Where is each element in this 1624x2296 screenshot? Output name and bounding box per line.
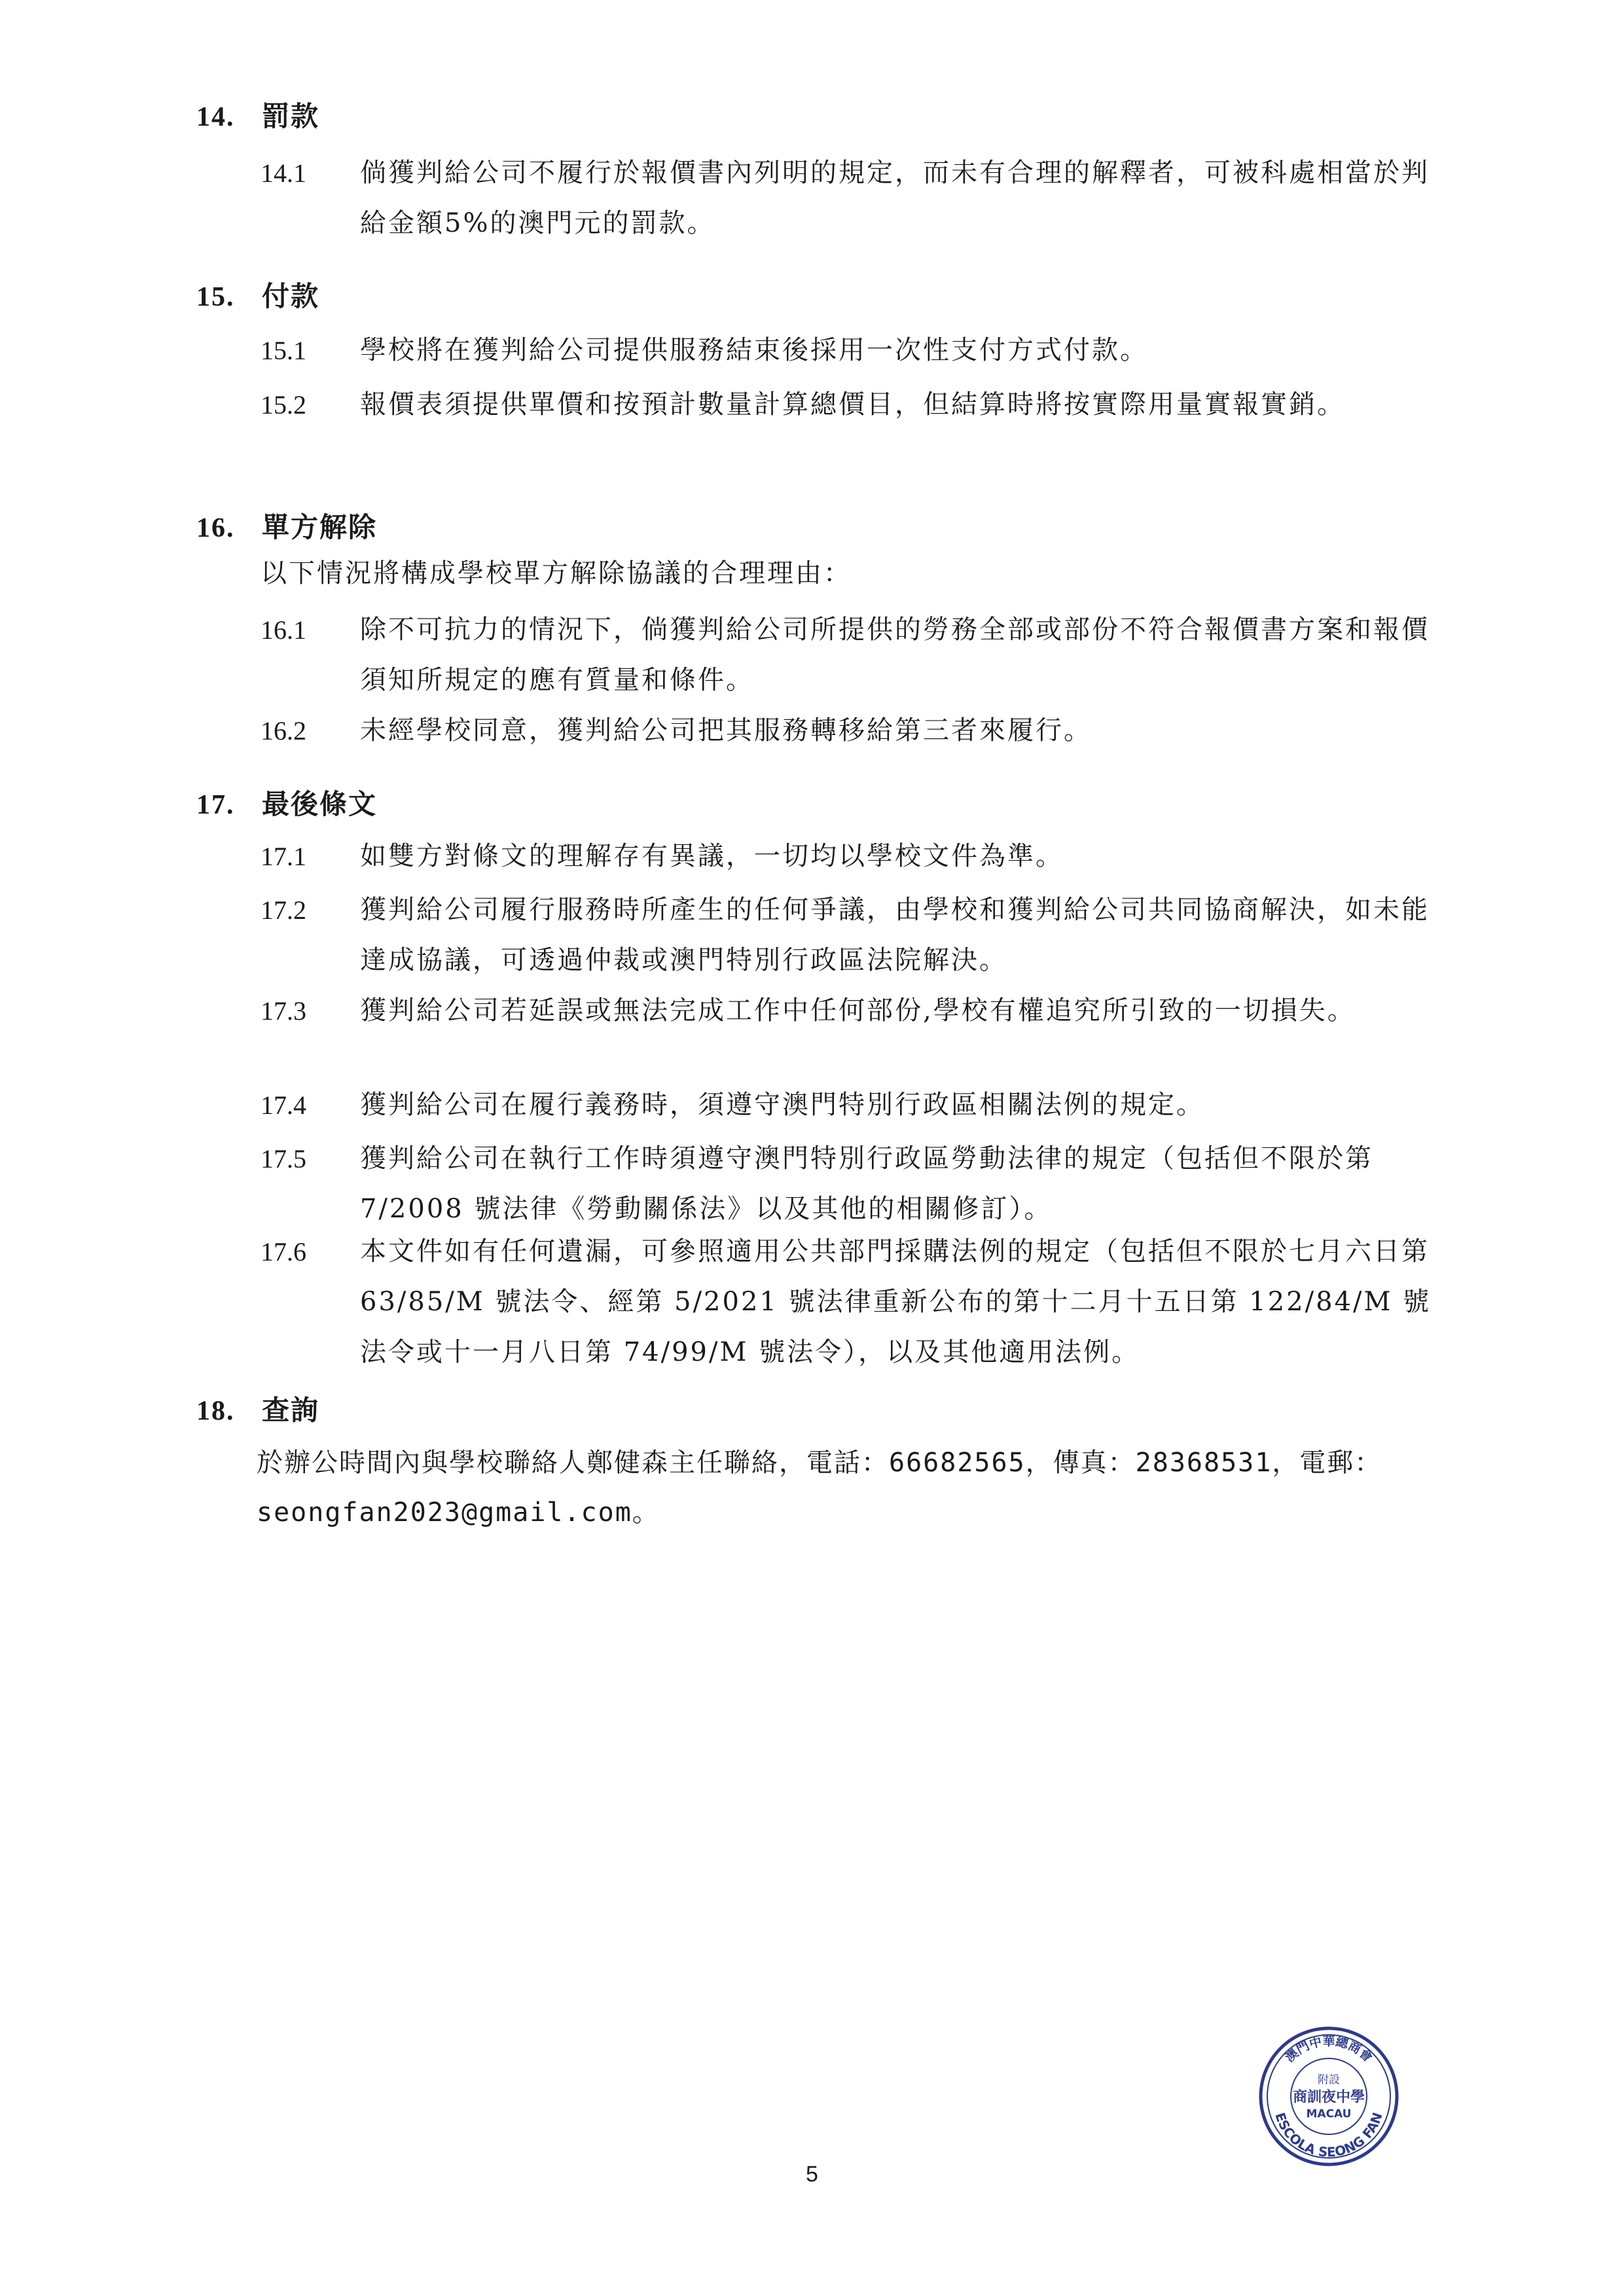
clause-number: 17.3 xyxy=(261,996,306,1026)
section-14-number: 14. xyxy=(196,102,235,132)
clause-text: 獲判給公司履行服務時所產生的任何爭議，由學校和獲判給公司共同協商解決，如未能達成協議，可透過仲裁或澳門特別行政區法院解決。 xyxy=(360,895,1430,975)
clause-number: 17.2 xyxy=(261,895,306,925)
clause-14-1 xyxy=(261,148,1447,249)
section-15-number: 15. xyxy=(196,282,235,312)
clause-number: 15.1 xyxy=(261,336,306,365)
clause-number: 17.5 xyxy=(261,1144,306,1174)
section-18-heading xyxy=(196,1389,319,1428)
clause-17-6 xyxy=(261,1227,1447,1378)
clause-15-2 xyxy=(261,380,1447,430)
clause-16-1 xyxy=(261,605,1447,706)
clause-number: 14.1 xyxy=(261,158,306,188)
clause-number: 17.1 xyxy=(261,842,306,871)
clause-16-2 xyxy=(261,706,1447,756)
section-17-title: 最後條文 xyxy=(262,788,378,820)
section-16-heading xyxy=(196,506,377,545)
clause-number: 17.4 xyxy=(261,1090,306,1120)
contact-info: 於辦公時間內與學校聯絡人鄭健森主任聯絡，電話：66682565，傳真：28368531，電郵：seongfan2023@gmail.com。 xyxy=(257,1448,1382,1528)
section-18-number: 18. xyxy=(196,1396,235,1426)
section-16-title: 單方解除 xyxy=(262,511,378,543)
section-14-heading xyxy=(196,95,319,134)
section-17-number: 17. xyxy=(196,790,235,820)
seal-line-2: 商訓夜中學 xyxy=(1292,2089,1365,2106)
clause-number: 17.6 xyxy=(261,1237,306,1266)
section-18-title: 查詢 xyxy=(262,1394,320,1426)
section-16-number: 16. xyxy=(196,513,235,543)
clause-17-1 xyxy=(261,831,1447,882)
clause-text: 獲判給公司在執行工作時須遵守澳門特別行政區勞動法律的規定（包括但不限於第 7/2008 號法律《勞動關係法》以及其他的相關修訂）。 xyxy=(360,1143,1373,1224)
clause-17-4 xyxy=(261,1080,1447,1130)
school-seal xyxy=(1257,2024,1401,2168)
section-15-heading xyxy=(196,275,319,314)
clause-number: 16.1 xyxy=(261,615,306,645)
clause-number: 16.2 xyxy=(261,716,306,745)
seal-line-3: MACAU xyxy=(1306,2108,1352,2121)
clause-text: 倘獲判給公司不履行於報價書內列明的規定，而未有合理的解釋者，可被科處相當於判給金額5%的澳門元的罰款。 xyxy=(360,158,1430,238)
clause-text: 本文件如有任何遺漏，可參照適用公共部門採購法例的規定（包括但不限於七月六日第 63/85/M 號法令、經第 5/2021 號法律重新公布的第十二月十五日第 122/84/M 號法令或十一月八日第 74/99/M 號法令），以及其他適用法例。 xyxy=(360,1236,1432,1367)
clause-text: 學校將在獲判給公司提供服務結束後採用一次性支付方式付款。 xyxy=(360,335,1148,365)
section-15-title: 付款 xyxy=(262,280,320,312)
clause-text: 除不可抗力的情況下，倘獲判給公司所提供的勞務全部或部份不符合報價書方案和報價須知所規定的應有質量和條件。 xyxy=(360,615,1430,695)
clause-text: 獲判給公司在履行義務時，須遵守澳門特別行政區相關法例的規定。 xyxy=(360,1090,1204,1120)
seal-bottom-arc-text: ESCOLA SEONG FAN xyxy=(1272,2110,1386,2161)
clause-17-3 xyxy=(261,986,1447,1036)
seal-top-arc-text: 澳門中華總商會 xyxy=(1282,2034,1375,2066)
section-16-intro: 以下情況將構成學校單方解除協議的合理理由： xyxy=(261,558,852,588)
page-number: 5 xyxy=(806,2162,818,2187)
section-17-heading xyxy=(196,783,377,822)
clause-text: 獲判給公司若延誤或無法完成工作中任何部份,學校有權追究所引致的一切損失。 xyxy=(360,996,1356,1026)
clause-15-1 xyxy=(261,325,1447,376)
clause-number: 15.2 xyxy=(261,390,306,420)
clause-17-5 xyxy=(261,1134,1447,1234)
seal-line-1: 附設 xyxy=(1318,2073,1340,2087)
clause-17-2 xyxy=(261,885,1447,986)
section-14-title: 罰款 xyxy=(262,100,320,132)
clause-text: 如雙方對條文的理解存有異議，一切均以學校文件為準。 xyxy=(360,841,1064,871)
clause-text: 報價表須提供單價和按預計數量計算總價目，但結算時將按實際用量實報實銷。 xyxy=(360,389,1345,420)
clause-text: 未經學校同意，獲判給公司把其服務轉移給第三者來履行。 xyxy=(360,715,1092,745)
